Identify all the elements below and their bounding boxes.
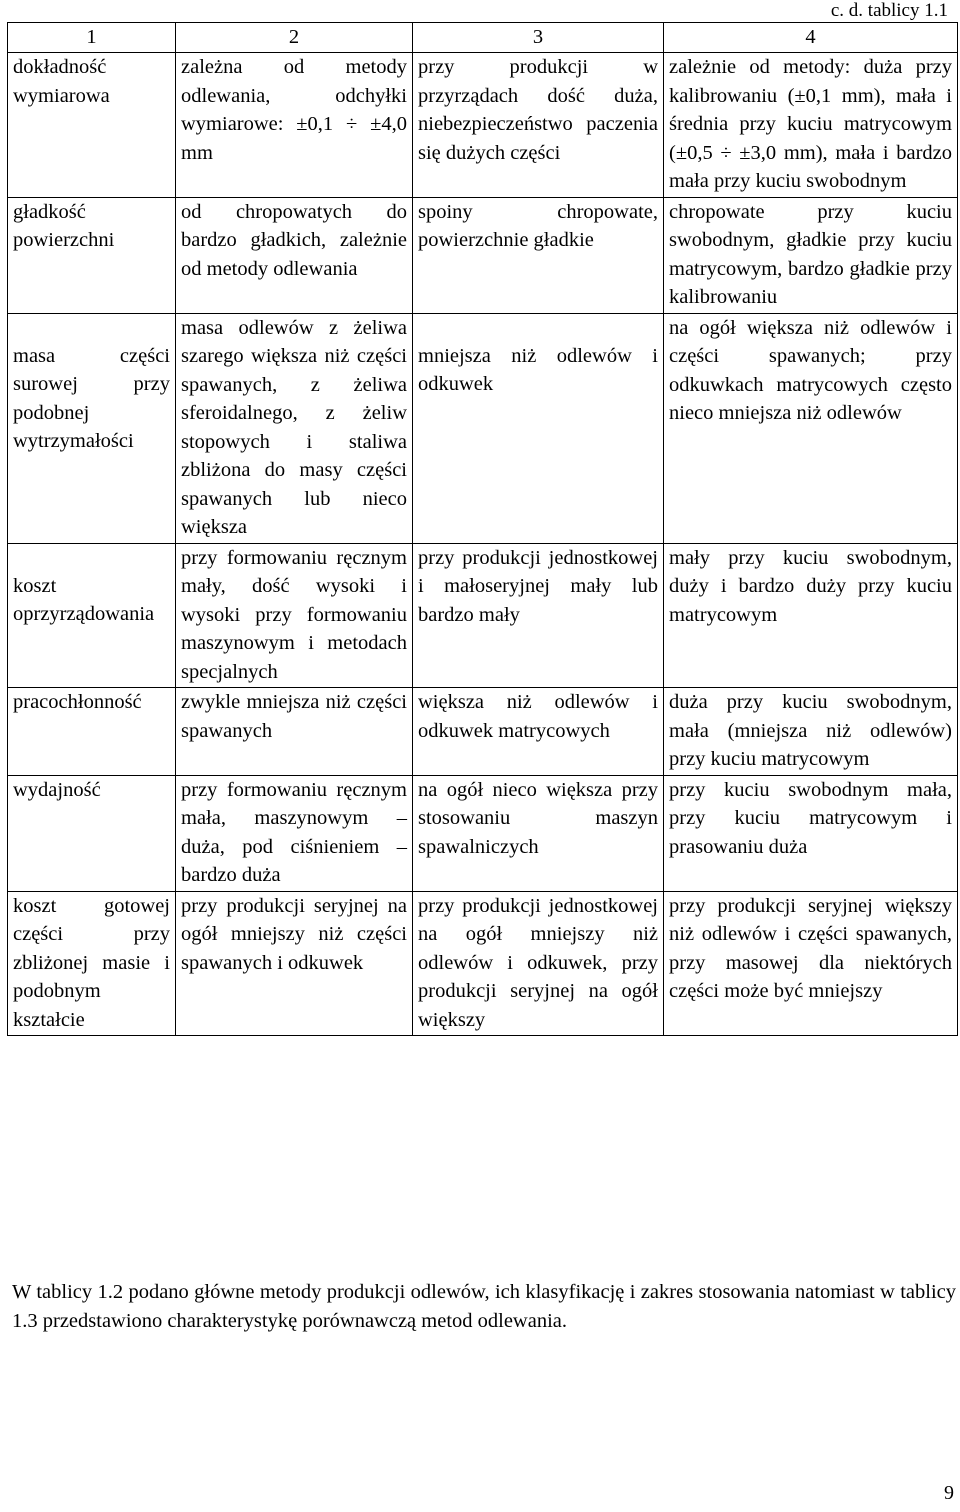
welded-cell: na ogół nieco większa przy stosowaniu maszyn spawalniczych bbox=[413, 775, 664, 891]
forged-cell: zależnie od metody: duża przy kalibrowaniu (±0,1 mm), mała i średnia przy kuciu matrycowym (±0,5 ÷ ±3,0 mm), mała i bardzo mała przy kuciu swobodnym bbox=[664, 53, 958, 198]
table-row bbox=[8, 775, 958, 891]
forged-cell: przy kuciu swobodnym mała, przy kuciu matrycowym i prasowaniu duża bbox=[664, 775, 958, 891]
comparison-table bbox=[7, 22, 958, 1036]
column-header-1: 1 bbox=[8, 23, 176, 53]
continuation-note: c. d. tablicy 1.1 bbox=[830, 0, 948, 21]
row-feature: masa części surowej przy podobnej wytrzymałości bbox=[8, 313, 176, 543]
casting-cell: zwykle mniejsza niż części spawanych bbox=[176, 688, 413, 776]
welded-cell: przy produkcji w przyrządach dość duża, niebezpieczeństwo paczenia się dużych części bbox=[413, 53, 664, 198]
forged-cell: mały przy kuciu swobodnym, duży i bardzo duży przy kuciu matrycowym bbox=[664, 543, 958, 688]
casting-cell: przy formowaniu ręcznym mały, dość wysoki i wysoki przy formowaniu maszynowym i metodach specjalnych bbox=[176, 543, 413, 688]
welded-cell: większa niż odlewów i odkuwek matrycowych bbox=[413, 688, 664, 776]
table-row bbox=[8, 688, 958, 776]
table-row bbox=[8, 891, 958, 1036]
welded-cell: przy produkcji jednostkowej na ogół mniejszy niż odlewów i odkuwek, przy produkcji seryjnej na ogół większy bbox=[413, 891, 664, 1036]
page-number: 9 bbox=[944, 1482, 954, 1504]
table-row bbox=[8, 197, 958, 313]
forged-cell: przy produkcji seryjnej większy niż odlewów i części spawanych, przy masowej dla niektórych części może być mniejszy bbox=[664, 891, 958, 1036]
row-feature: wydajność bbox=[8, 775, 176, 891]
forged-cell: chropowate przy kuciu swobodnym, gładkie przy kuciu matrycowym, bardzo gładkie przy kalibrowaniu bbox=[664, 197, 958, 313]
table-header-row bbox=[8, 23, 958, 53]
casting-cell: masa odlewów z żeliwa szarego większa niż części spawanych, z żeliwa sferoidalnego, z żeliw stopowych i staliwa zbliżona do masy części spawanych lub nieco większa bbox=[176, 313, 413, 543]
casting-cell: przy formowaniu ręcznym mała, maszynowym – duża, pod ciśnieniem – bardzo duża bbox=[176, 775, 413, 891]
row-feature: koszt oprzyrządowania bbox=[8, 543, 176, 688]
row-feature: koszt gotowej części przy zbliżonej masie i podobnym kształcie bbox=[8, 891, 176, 1036]
welded-cell: spoiny chropowate, powierzchnie gładkie bbox=[413, 197, 664, 313]
column-header-3: 3 bbox=[413, 23, 664, 53]
table-row bbox=[8, 313, 958, 543]
casting-cell: zależna od metody odlewania, odchyłki wymiarowe: ±0,1 ÷ ±4,0 mm bbox=[176, 53, 413, 198]
welded-cell: mniejsza niż odlewów i odkuwek bbox=[413, 313, 664, 543]
row-feature: pracochłonność bbox=[8, 688, 176, 776]
forged-cell: duża przy kuciu swobodnym, mała (mniejsza niż odlewów) przy kuciu matrycowym bbox=[664, 688, 958, 776]
row-feature: dokładność wymiarowa bbox=[8, 53, 176, 198]
column-header-4: 4 bbox=[664, 23, 958, 53]
table-row bbox=[8, 53, 958, 198]
row-feature: gładkość powierzchni bbox=[8, 197, 176, 313]
casting-cell: przy produkcji seryjnej na ogół mniejszy niż części spawanych i odkuwek bbox=[176, 891, 413, 1036]
forged-cell: na ogół większa niż odlewów i części spawanych; przy odkuwkach matrycowych często nieco mniejsza niż odlewów bbox=[664, 313, 958, 543]
column-header-2: 2 bbox=[176, 23, 413, 53]
body-paragraph: W tablicy 1.2 podano główne metody produkcji odlewów, ich klasyfikację i zakres stosowania natomiast w tablicy 1.3 przedstawiono charakterystykę porównawczą metod odlewania. bbox=[12, 1281, 956, 1332]
welded-cell: przy produkcji jednostkowej i małoseryjnej mały lub bardzo mały bbox=[413, 543, 664, 688]
casting-cell: od chropowatych do bardzo gładkich, zależnie od metody odlewania bbox=[176, 197, 413, 313]
table-row bbox=[8, 543, 958, 688]
